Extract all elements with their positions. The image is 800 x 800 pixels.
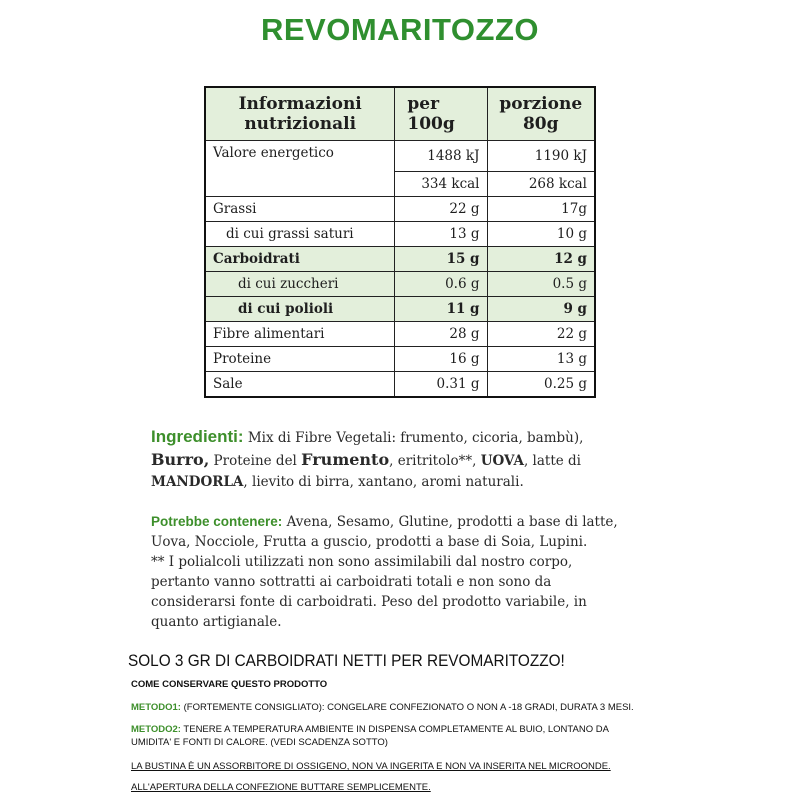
row-per100: 1488 kJ xyxy=(395,141,487,172)
row-per100: 0.6 g xyxy=(395,271,487,296)
allergen-mandorla: MANDORLA xyxy=(151,474,244,490)
polyol-note: ** I polialcoli utilizzati non sono assimilabili dal nostro corpo, pertanto vanno sottratti ai carboidrati totali e non sono da considerarsi fonte di carboidrati. Peso del prodotto variabile, in quanto artigianale. xyxy=(151,554,587,630)
row-label: di cui grassi saturi xyxy=(205,221,395,246)
may-contain-section: Potrebbe contenere: Avena, Sesamo, Glutine, prodotti a base di latte, Uova, Nocciole, Frutta a guscio, prodotti a base di Soia, Lupini. ** I polialcoli utilizzati non sono assimilabili dal nostro corpo, pertanto vanno sottratti ai carboidrati totali e non sono da considerarsi fonte di carboidrati. Peso del prodotto variabile, in quanto artigianale. xyxy=(151,514,618,630)
row-per100: 16 g xyxy=(395,346,487,371)
table-row xyxy=(205,196,595,221)
row-label: di cui polioli xyxy=(205,296,395,321)
allergen-burro: Burro, xyxy=(151,450,210,469)
row-per100: 13 g xyxy=(395,221,487,246)
row-label: Carboidrati xyxy=(205,246,395,271)
row-per100: 22 g xyxy=(395,196,487,221)
row-portion: 10 g xyxy=(487,221,595,246)
table-row xyxy=(205,321,595,346)
table-row xyxy=(205,246,595,271)
net-carbs-banner: SOLO 3 GR DI CARBOIDRATI NETTI PER REVOMARITOZZO! xyxy=(128,652,565,670)
table-header-row xyxy=(205,87,595,141)
row-portion: 13 g xyxy=(487,346,595,371)
may-contain-heading: Potrebbe contenere: xyxy=(151,514,283,529)
table-row xyxy=(205,296,595,321)
row-per100: 28 g xyxy=(395,321,487,346)
row-label: Proteine xyxy=(205,346,395,371)
row-portion: 268 kcal xyxy=(487,171,595,196)
table-row xyxy=(205,221,595,246)
storage-method-1: METODO1: (FORTEMENTE CONSIGLIATO): CONGELARE CONFEZIONATO O NON A -18 GRADI, DURATA 3 MESI. xyxy=(131,702,634,713)
header-portion: porzione 80g xyxy=(487,87,595,141)
row-per100: 15 g xyxy=(395,246,487,271)
ingredients-section: Ingredienti: Mix di Fibre Vegetali: frumento, cicoria, bambù), Burro, Proteine del Frumento, eritritolo**, UOVA, latte di MANDORLA, lievito di birra, xantano, aromi naturali. xyxy=(151,427,584,490)
product-title: REVOMARITOZZO xyxy=(260,12,540,47)
header-per100: per 100g xyxy=(395,87,487,141)
row-label: di cui zuccheri xyxy=(205,271,395,296)
ingredients-heading: Ingredienti: xyxy=(151,427,244,446)
row-per100: 334 kcal xyxy=(395,171,487,196)
header-label: Informazioni nutrizionali xyxy=(205,87,395,141)
nutrition-table xyxy=(204,86,596,398)
row-portion: 1190 kJ xyxy=(487,141,595,172)
row-label: Fibre alimentari xyxy=(205,321,395,346)
row-portion: 12 g xyxy=(487,246,595,271)
row-label: Valore energetico xyxy=(205,141,395,172)
row-per100: 0.31 g xyxy=(395,371,487,397)
storage-title: COME CONSERVARE QUESTO PRODOTTO xyxy=(131,679,328,690)
allergen-uova: UOVA xyxy=(480,453,524,469)
opening-note: ALL'APERTURA DELLA CONFEZIONE BUTTARE SEMPLICEMENTE. xyxy=(131,782,431,793)
row-label: Grassi xyxy=(205,196,395,221)
allergen-frumento: Frumento xyxy=(301,450,390,469)
table-row xyxy=(205,271,595,296)
table-row xyxy=(205,346,595,371)
row-portion: 9 g xyxy=(487,296,595,321)
row-portion: 17g xyxy=(487,196,595,221)
row-label: Sale xyxy=(205,371,395,397)
storage-method-2: METODO2: TENERE A TEMPERATURA AMBIENTE IN DISPENSA COMPLETAMENTE AL BUIO, LONTANO DA UMIDITA' E FONTI DI CALORE. (VEDI SCADENZA SOTTO) xyxy=(131,724,609,748)
row-portion: 0.25 g xyxy=(487,371,595,397)
row-portion: 22 g xyxy=(487,321,595,346)
table-row-energy-kcal xyxy=(205,171,595,196)
row-portion: 0.5 g xyxy=(487,271,595,296)
oxygen-absorber-note: LA BUSTINA È UN ASSORBITORE DI OSSIGENO, NON VA INGERITA E NON VA INSERITA NEL MICROONDE. xyxy=(131,761,611,772)
table-row xyxy=(205,371,595,397)
row-per100: 11 g xyxy=(395,296,487,321)
table-row-energy-kj xyxy=(205,141,595,172)
